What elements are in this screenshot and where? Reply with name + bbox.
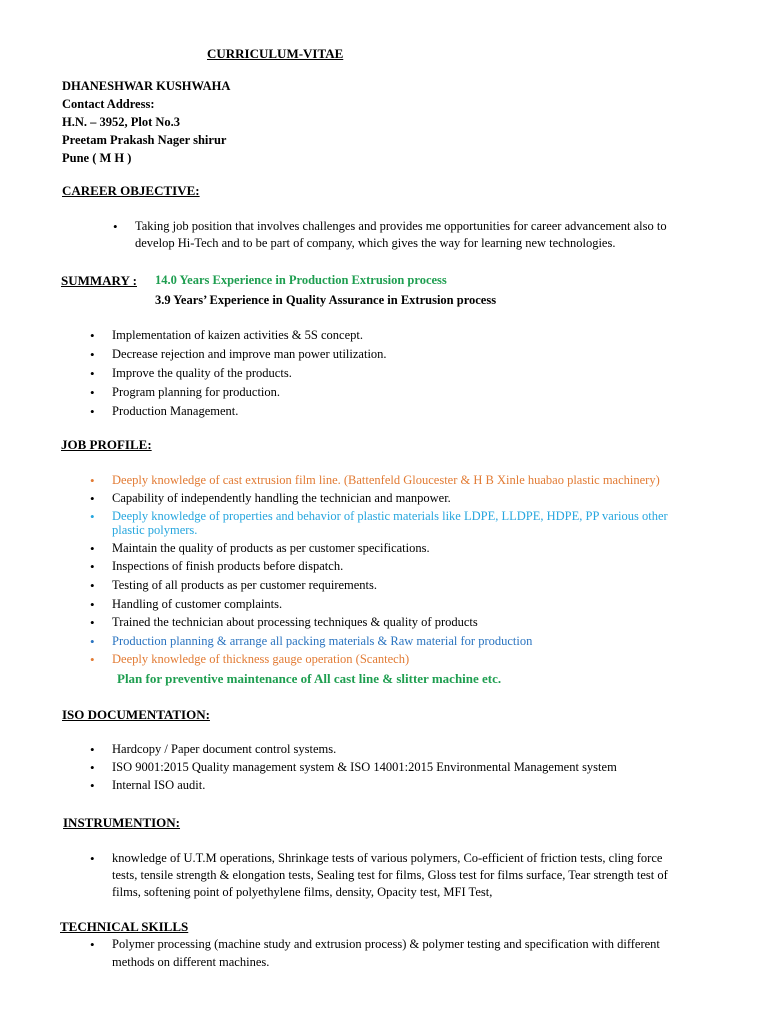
bullet-icon: • xyxy=(90,652,95,667)
summary-item: Program planning for production. xyxy=(112,385,281,399)
job-item: Trained the technician about processing techniques & quality of products xyxy=(112,615,478,629)
instrumention-line-2: tests, tensile strength & elongation tests, Sealing test for films, Gloss test for films surface, Tear strength test of xyxy=(112,868,668,882)
job-item: Deeply knowledge of properties and behavior of plastic materials like LDPE, LLDPE, HDPE, PP various other xyxy=(112,509,668,523)
bullet-icon: • xyxy=(90,634,95,649)
bullet-icon: • xyxy=(90,559,95,574)
bullet-icon: • xyxy=(90,541,95,556)
job-profile-heading: JOB PROFILE: xyxy=(61,437,152,452)
job-item: Deeply knowledge of thickness gauge operation (Scantech) xyxy=(112,652,410,666)
bullet-icon: • xyxy=(90,404,95,419)
bullet-icon: • xyxy=(90,778,95,793)
bullet-icon: • xyxy=(113,219,118,234)
bullet-icon: • xyxy=(90,742,95,757)
technical-line-2: methods on different machines. xyxy=(112,955,270,969)
bullet-icon: • xyxy=(90,615,95,630)
bullet-icon: • xyxy=(90,347,95,362)
preventive-maintenance-plan: Plan for preventive maintenance of All cast line & slitter machine etc. xyxy=(117,671,502,686)
job-item: Testing of all products as per customer requirements. xyxy=(112,578,378,592)
job-item: Handling of customer complaints. xyxy=(112,597,283,611)
summary-experience-production: 14.0 Years Experience in Production Extrusion process xyxy=(155,273,447,287)
instrumention-line-3: films, softening point of polyethylene films, density, Opacity test, MFI Test, xyxy=(112,885,493,899)
bullet-icon: • xyxy=(90,328,95,343)
job-item: Deeply knowledge of cast extrusion film line. (Battenfeld Gloucester & H B Xinle huabao plastic machinery) xyxy=(112,473,660,487)
contact-label: Contact Address: xyxy=(62,97,155,111)
job-item: Production planning & arrange all packing materials & Raw material for production xyxy=(112,634,533,648)
address-line-2: Preetam Prakash Nager shirur xyxy=(62,133,227,147)
address-line-1: H.N. – 3952, Plot No.3 xyxy=(62,115,181,129)
document-title: CURRICULUM-VITAE xyxy=(207,46,344,61)
technical-line-1: Polymer processing (machine study and extrusion process) & polymer testing and specification with different xyxy=(112,937,660,951)
technical-skills-heading: TECHNICAL SKILLS xyxy=(60,919,189,934)
objective-line-2: develop Hi-Tech and to be part of company, which gives the way for learning new technologies. xyxy=(135,236,616,250)
career-objective-heading: CAREER OBJECTIVE: xyxy=(62,183,200,198)
objective-line-1: Taking job position that involves challenges and provides me opportunities for career advancement also to xyxy=(135,219,667,233)
job-item: Inspections of finish products before dispatch. xyxy=(112,559,344,573)
iso-item: Internal ISO audit. xyxy=(112,778,206,792)
summary-experience-quality: 3.9 Years’ Experience in Quality Assurance in Extrusion process xyxy=(155,293,497,307)
bullet-icon: • xyxy=(90,937,95,952)
bullet-icon: • xyxy=(90,385,95,400)
bullet-icon: • xyxy=(90,597,95,612)
bullet-icon: • xyxy=(90,760,95,775)
candidate-name: DHANESHWAR KUSHWAHA xyxy=(62,79,231,93)
summary-item: Production Management. xyxy=(112,404,239,418)
iso-documentation-heading: ISO DOCUMENTATION: xyxy=(62,707,210,722)
bullet-icon: • xyxy=(90,366,95,381)
bullet-icon: • xyxy=(90,491,95,506)
job-item-continued: plastic polymers. xyxy=(112,523,198,537)
instrumention-line-1: knowledge of U.T.M operations, Shrinkage tests of various polymers, Co-efficient of friction tests, cling force xyxy=(112,851,663,865)
job-item: Maintain the quality of products as per customer specifications. xyxy=(112,541,430,555)
summary-item: Improve the quality of the products. xyxy=(112,366,292,380)
summary-heading: SUMMARY : xyxy=(61,273,137,288)
address-line-3: Pune ( M H ) xyxy=(62,151,132,165)
bullet-icon: • xyxy=(90,473,95,488)
iso-item: Hardcopy / Paper document control systems. xyxy=(112,742,337,756)
iso-item: ISO 9001:2015 Quality management system & ISO 14001:2015 Environmental Management system xyxy=(112,760,617,774)
bullet-icon: • xyxy=(90,509,95,524)
bullet-icon: • xyxy=(90,851,95,866)
summary-item: Decrease rejection and improve man power utilization. xyxy=(112,347,387,361)
instrumention-heading: INSTRUMENTION: xyxy=(63,815,181,830)
job-item: Capability of independently handling the technician and manpower. xyxy=(112,491,451,505)
bullet-icon: • xyxy=(90,578,95,593)
summary-item: Implementation of kaizen activities & 5S concept. xyxy=(112,328,363,342)
